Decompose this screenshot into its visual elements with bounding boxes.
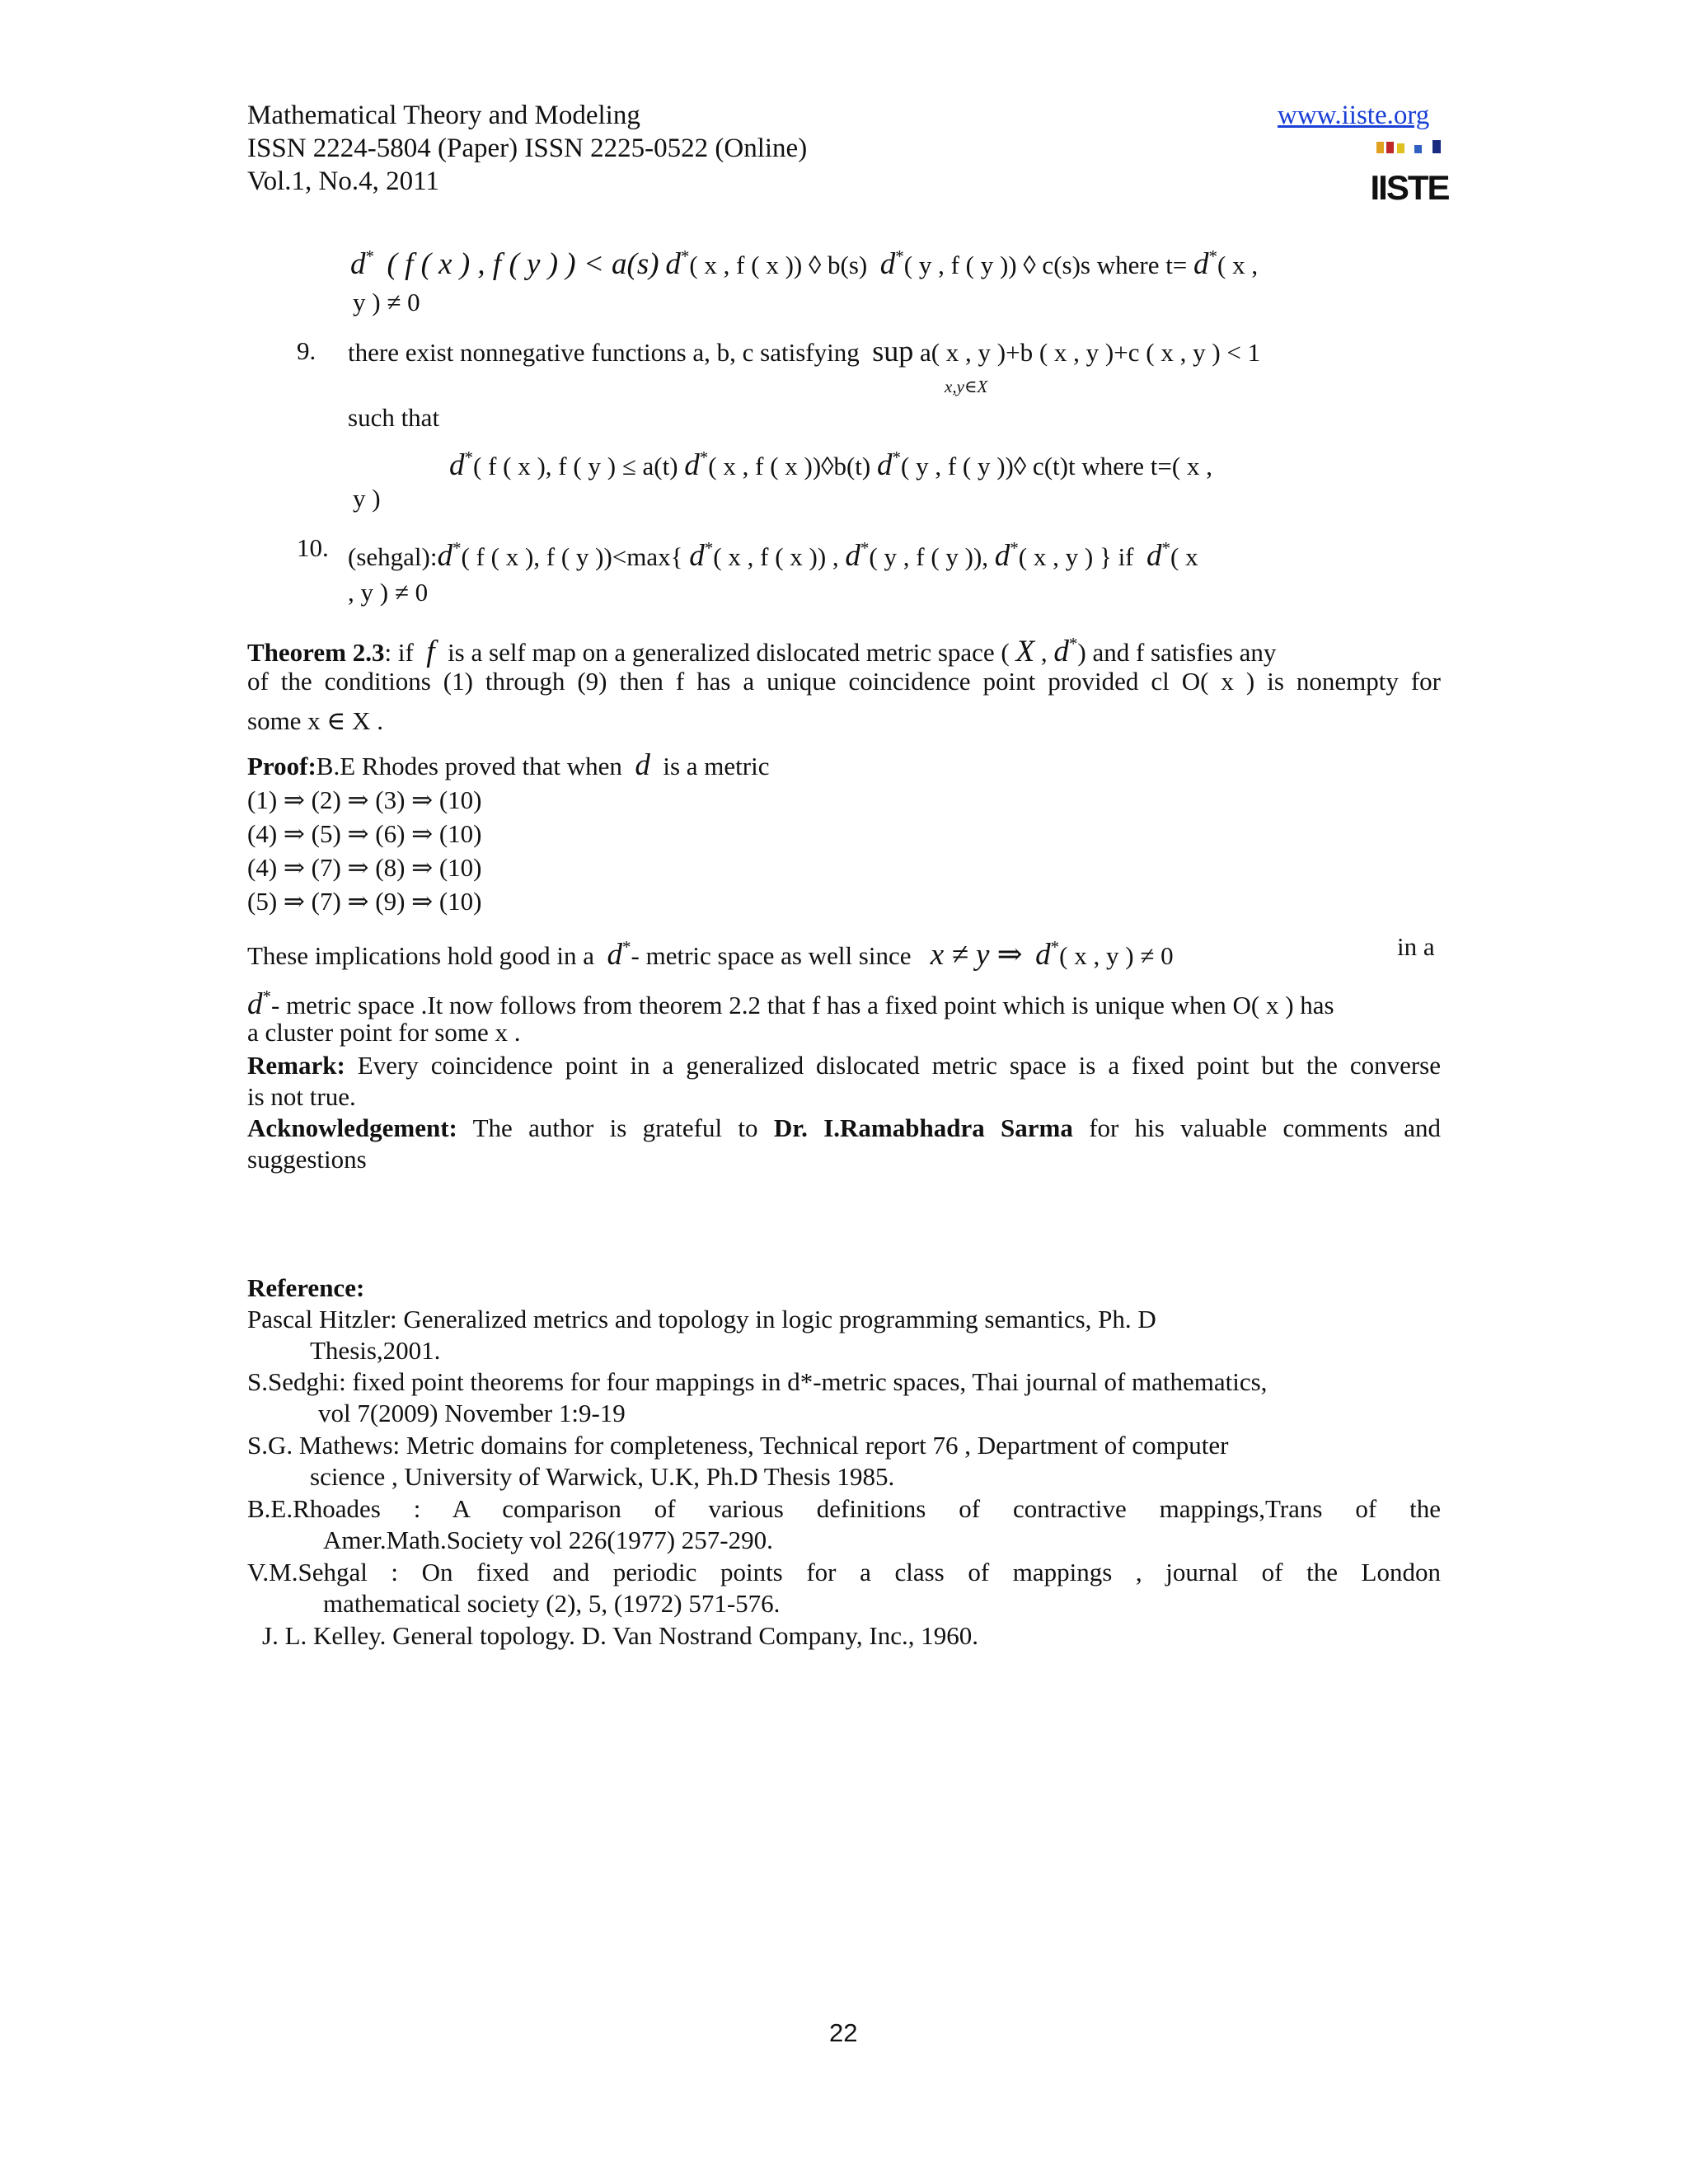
logo-text: IISTE: [1370, 168, 1449, 207]
condition-10-line2: , y ) ≠ 0: [348, 578, 429, 607]
condition-9-text: there exist nonnegative functions a, b, c satisfying sup a( x , y )+b ( x , y )+c ( x , y ) < 1: [348, 335, 1261, 368]
journal-title: Mathematical Theory and Modeling: [247, 101, 640, 130]
proof-chain-1: (1) ⇒ (2) ⇒ (3) ⇒ (10): [247, 785, 482, 814]
proof-chain-2: (4) ⇒ (5) ⇒ (6) ⇒ (10): [247, 819, 482, 848]
reference-1-cont: Thesis,2001.: [310, 1336, 441, 1365]
proof-chain-3: (4) ⇒ (7) ⇒ (8) ⇒ (10): [247, 853, 482, 882]
sup-subscript: x,y∈X: [945, 377, 988, 396]
reference-4: B.E.Rhoades : A comparison of various definitions of contractive mappings,Trans of the: [247, 1494, 1441, 1523]
remark-line1: Remark: Every coincidence point in a generalized dislocated metric space is a fixed point but the converse: [247, 1051, 1441, 1080]
issn-line: ISSN 2224-5804 (Paper) ISSN 2225-0522 (Online): [247, 134, 808, 163]
reference-2: S.Sedghi: fixed point theorems for four mappings in d*-metric spaces, Thai journal of mathematics,: [247, 1367, 1268, 1396]
remark-line2: is not true.: [247, 1082, 356, 1111]
references-title: Reference:: [247, 1273, 365, 1302]
condition-8-line2: y ) ≠ 0: [353, 288, 420, 316]
page-number: 22: [829, 2018, 858, 2047]
theorem-2-3-line3: some x ∈ X .: [247, 706, 384, 735]
reference-5-cont: mathematical society (2), 5, (1972) 571-576.: [323, 1589, 781, 1618]
iiste-logo-icon: [1370, 138, 1449, 208]
theorem-2-3-line1: Theorem 2.3: if f is a self map on a generalized dislocated metric space ( X , d*) and f satisfies any: [247, 634, 1277, 668]
condition-8-line1: d* ( f ( x ) , f ( y ) ) < a(s) d*( x , f ( x )) ◊ b(s) d*( y , f ( y )) ◊ c(s)s where t= d*( x ,: [350, 246, 1259, 281]
condition-9-number: 9.: [297, 336, 316, 365]
reference-1: Pascal Hitzler: Generalized metrics and topology in logic programming semantics, Ph. D: [247, 1305, 1156, 1333]
reference-6: J. L. Kelley. General topology. D. Van Nostrand Company, Inc., 1960.: [262, 1621, 978, 1650]
proof-chain-4: (5) ⇒ (7) ⇒ (9) ⇒ (10): [247, 887, 482, 916]
proof-in-a: in a: [1397, 932, 1435, 961]
proof-line2: d*- metric space .It now follows from theorem 2.2 that f has a fixed point which is unique when O( x ) has: [247, 987, 1334, 1021]
reference-5: V.M.Sehgal : On fixed and periodic points for a class of mappings , journal of the London: [247, 1558, 1441, 1586]
acknowledgement-line2: suggestions: [247, 1145, 367, 1174]
reference-3-cont: science , University of Warwick, U.K, Ph.D Thesis 1985.: [310, 1462, 895, 1491]
proof-line3: a cluster point for some x .: [247, 1018, 521, 1047]
reference-3: S.G. Mathews: Metric domains for completeness, Technical report 76 , Department of computer: [247, 1431, 1229, 1460]
condition-9-formula: d*( f ( x ), f ( y ) ≤ a(t) d*( x , f ( x ))◊b(t) d*( y , f ( y ))◊ c(t)t where t=( x ,: [449, 448, 1212, 482]
condition-9-line3: y ): [353, 484, 381, 513]
condition-10-formula: (sehgal):d*( f ( x ), f ( y ))<max{ d*( x , f ( x )) , d*( y , f ( y )), d*( x , y ) } if d*( x: [348, 538, 1198, 573]
volume-line: Vol.1, No.4, 2011: [247, 166, 439, 196]
theorem-2-3-line2: of the conditions (1) through (9) then f has a unique coincidence point provided cl O( x ) is nonempty for: [247, 667, 1441, 696]
proof-line1: Proof:B.E Rhodes proved that when d is a metric: [247, 748, 770, 782]
proof-implications-line: These implications hold good in a d*- metric space as well since x ≠ y ⇒ d*( x , y ) ≠ 0: [247, 937, 1174, 972]
condition-10-number: 10.: [297, 533, 329, 562]
acknowledgement-line1: Acknowledgement: The author is grateful to Dr. I.Ramabhadra Sarma for his valuable comments and: [247, 1113, 1441, 1142]
condition-9-such-that: such that: [348, 403, 440, 432]
reference-4-cont: Amer.Math.Society vol 226(1977) 257-290.: [323, 1526, 773, 1554]
reference-2-cont: vol 7(2009) November 1:9-19: [318, 1399, 626, 1427]
journal-url-link[interactable]: www.iiste.org: [1278, 101, 1430, 130]
